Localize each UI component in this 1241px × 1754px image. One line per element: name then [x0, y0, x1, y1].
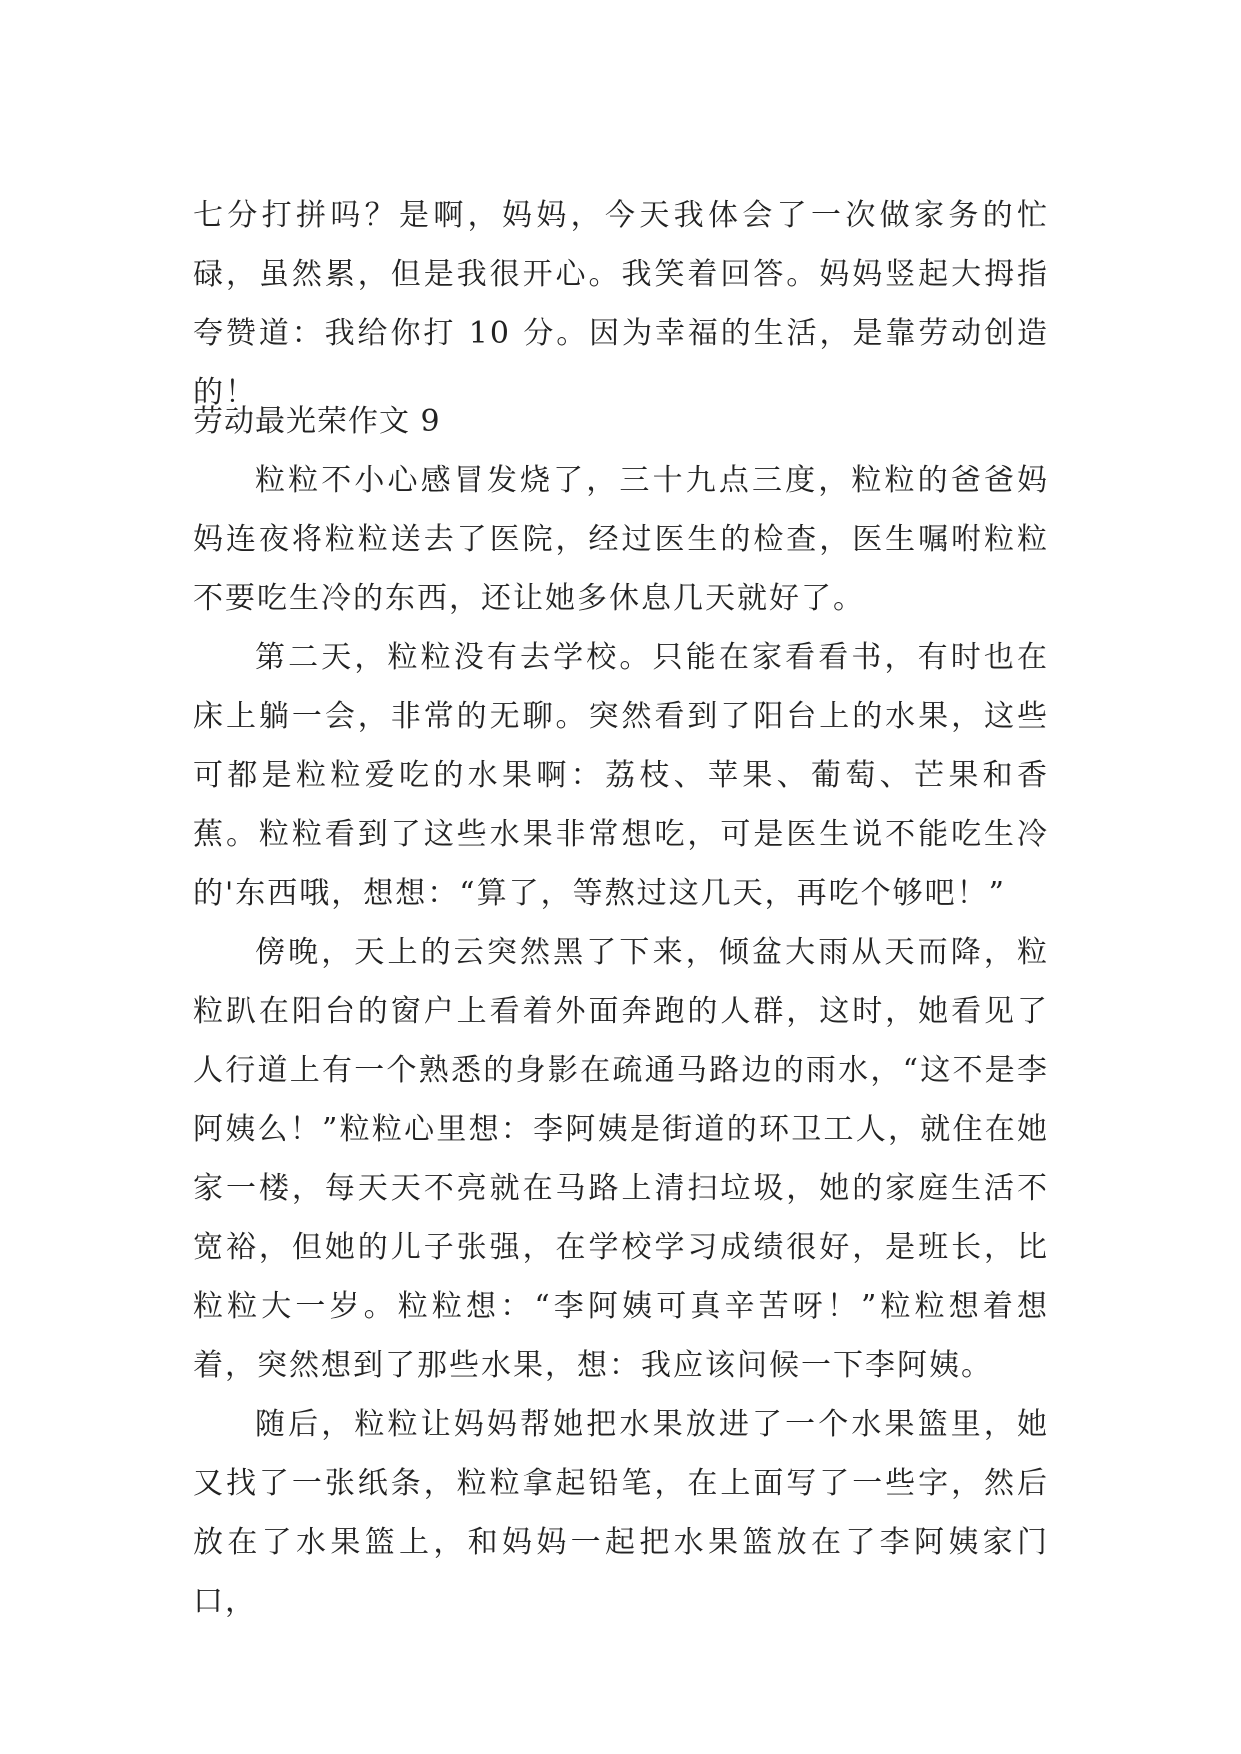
paragraph-2: 第二天，粒粒没有去学校。只能在家看看书，有时也在床上躺一会，非常的无聊。突然看到了阳台上的水果，这些可都是粒粒爱吃的水果啊：荔枝、苹果、葡萄、芒果和香蕉。粒粒看到了这些水果非常想吃，可是医生说不能吃生冷的'东西哦，想想：“算了，等熬过这几天，再吃个够吧！” [193, 640, 1049, 911]
paragraph-4: 随后，粒粒让妈妈帮她把水果放进了一个水果篮里，她又找了一张纸条，粒粒拿起铅笔，在上面写了一些字，然后放在了水果篮上，和妈妈一起把水果篮放在了李阿姨家门口， [193, 1407, 1049, 1619]
paragraph-3: 傍晚，天上的云突然黑了下来，倾盆大雨从天而降，粒粒趴在阳台的窗户上看着外面奔跑的人群，这时，她看见了人行道上有一个熟悉的身影在疏通马路边的雨水，“这不是李阿姨么！”粒粒心里想：李阿姨是街道的环卫工人，就住在她家一楼，每天天不亮就在马路上清扫垃圾，她的家庭生活不宽裕，但她的儿子张强，在学校学习成绩很好，是班长，比粒粒大一岁。粒粒想：“李阿姨可真辛苦呀！”粒粒想着想着，突然想到了那些水果，想：我应该问候一下李阿姨。 [193, 935, 1049, 1383]
essay-title: 劳动最光荣作文 9 [193, 404, 441, 439]
paragraph-1: 粒粒不小心感冒发烧了，三十九点三度，粒粒的爸爸妈妈连夜将粒粒送去了医院，经过医生的检查，医生嘱咐粒粒不要吃生冷的东西，还让她多休息几天就好了。 [193, 463, 1049, 616]
essay-section [193, 392, 1049, 1631]
continuation-paragraph: 七分打拼吗？是啊，妈妈，今天我体会了一次做家务的忙碌，虽然累，但是我很开心。我笑着回答。妈妈竖起大拇指夸赞道：我给你打 10 分。因为幸福的生活，是靠劳动创造的！ [193, 198, 1049, 410]
